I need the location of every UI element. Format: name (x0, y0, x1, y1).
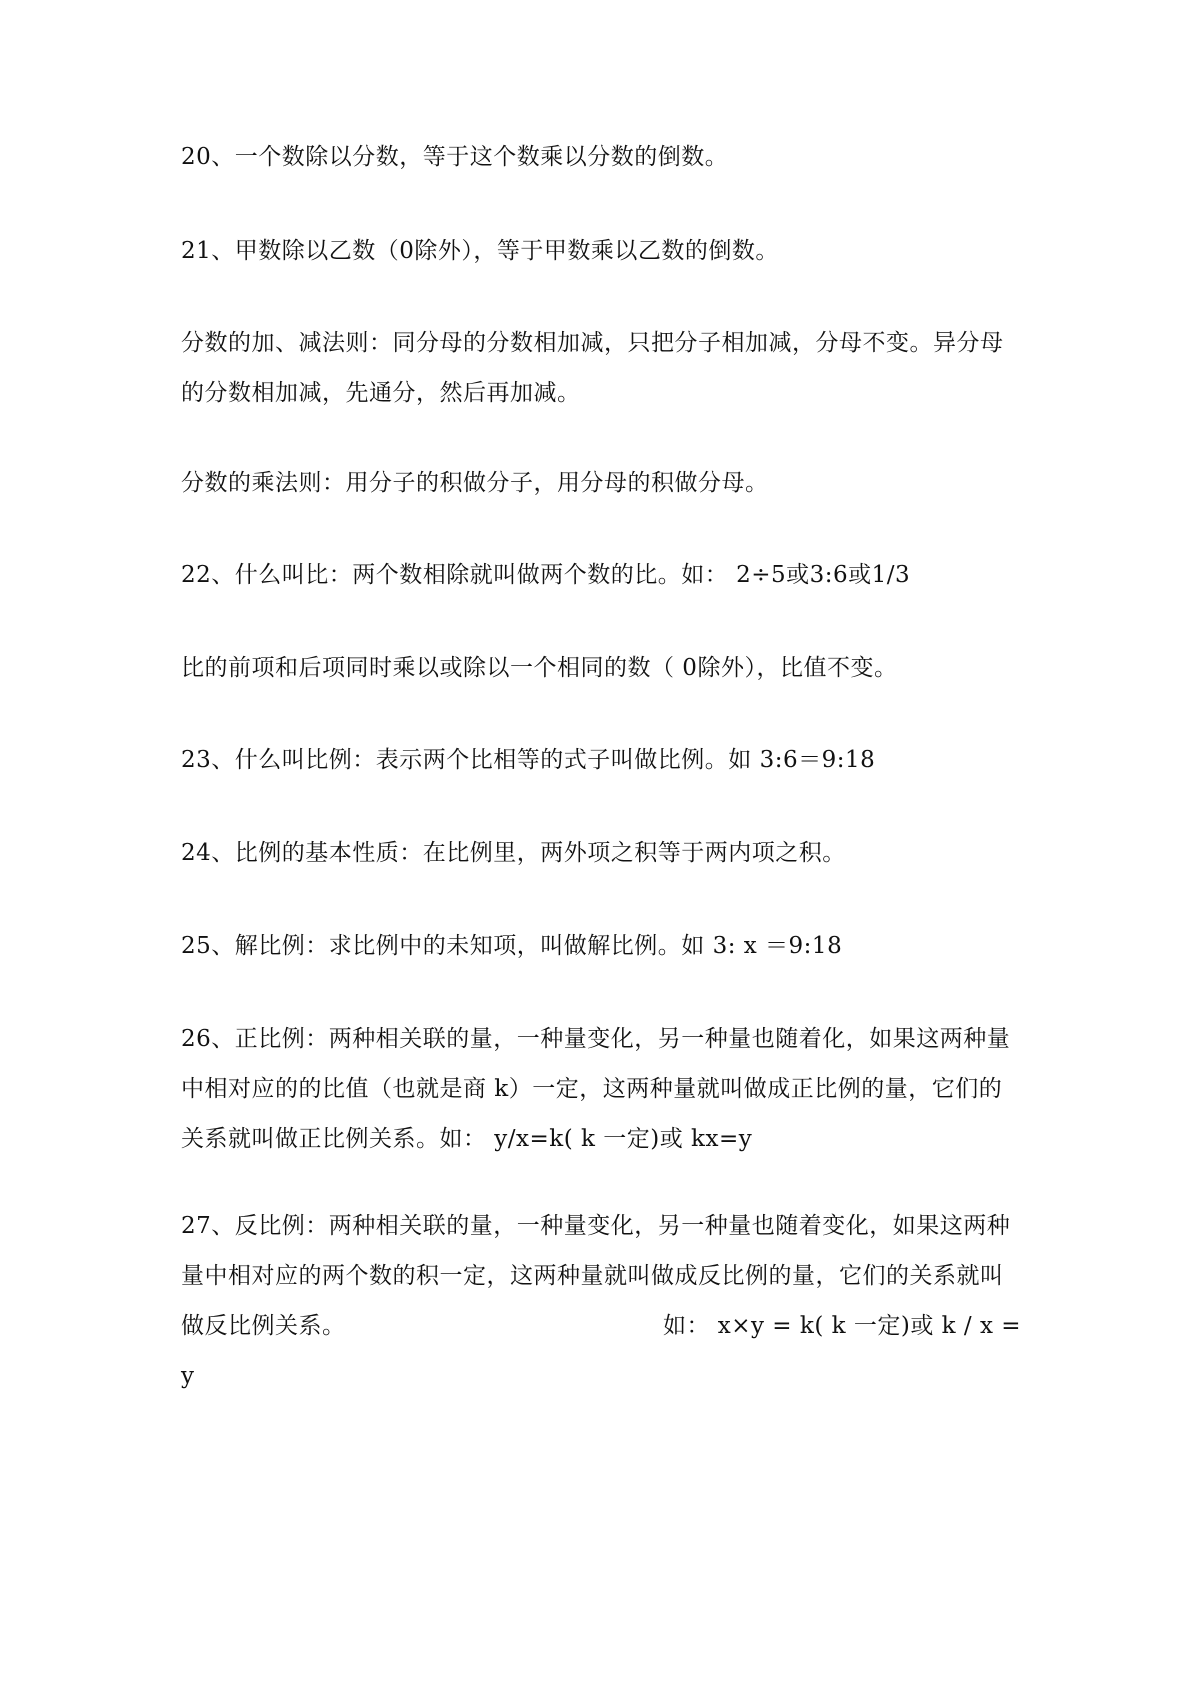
text-line-right: 如： x×y = k( k 一定)或 k / x = (662, 1313, 1021, 1339)
text-line: 分数的加、减法则：同分母的分数相加减，只把分子相加减，分母不变。异分母 (181, 330, 1004, 356)
text-line-left: 做反比例关系。 (181, 1313, 346, 1339)
text-line: 26、正比例：两种相关联的量，一种量变化，另一种量也随着化，如果这两种量 (181, 1026, 1011, 1052)
text-line: 23、什么叫比例：表示两个比相等的式子叫做比例。如 3:6＝9:18 (181, 747, 876, 773)
paragraph-21 (181, 226, 1021, 276)
text-line: 22、什么叫比：两个数相除就叫做两个数的比。如： 2÷5或3:6或1/3 (181, 562, 911, 588)
text-line: 25、解比例：求比例中的未知项，叫做解比例。如 3: x ＝9:18 (181, 933, 843, 959)
text-line: 中相对应的的比值（也就是商 k）一定，这两种量就叫做成正比例的量，它们的 (181, 1076, 1003, 1102)
text-line: 27、反比例：两种相关联的量，一种量变化，另一种量也随着变化，如果这两种 (181, 1213, 1011, 1239)
paragraph-fraction-add-subtract-rule (181, 318, 1021, 418)
text-line: 比的前项和后项同时乘以或除以一个相同的数（ 0除外），比值不变。 (181, 655, 898, 681)
paragraph-20 (181, 132, 1021, 182)
paragraph-fraction-multiply-rule (181, 458, 1021, 508)
text-line: 的分数相加减，先通分，然后再加减。 (181, 380, 581, 406)
text-line (181, 1301, 1021, 1351)
text-line: 24、比例的基本性质：在比例里，两外项之积等于两内项之积。 (181, 840, 846, 866)
paragraph-27 (181, 1201, 1021, 1401)
paragraph-26 (181, 1014, 1021, 1164)
text-line: 量中相对应的两个数的积一定，这两种量就叫做成反比例的量，它们的关系就叫 (181, 1263, 1004, 1289)
paragraph-24 (181, 828, 1021, 878)
text-line: y (181, 1363, 195, 1389)
paragraph-23 (181, 735, 1021, 785)
text-line: 分数的乘法则：用分子的积做分子，用分母的积做分母。 (181, 470, 769, 496)
text-line: 20、一个数除以分数，等于这个数乘以分数的倒数。 (181, 144, 729, 170)
paragraph-22 (181, 550, 1021, 600)
text-line: 关系就叫做正比例关系。如： y/x=k( k 一定)或 kx=y (181, 1126, 753, 1152)
paragraph-25 (181, 921, 1021, 971)
paragraph-ratio-property (181, 643, 1021, 693)
text-line: 21、甲数除以乙数（0除外），等于甲数乘以乙数的倒数。 (181, 238, 779, 264)
